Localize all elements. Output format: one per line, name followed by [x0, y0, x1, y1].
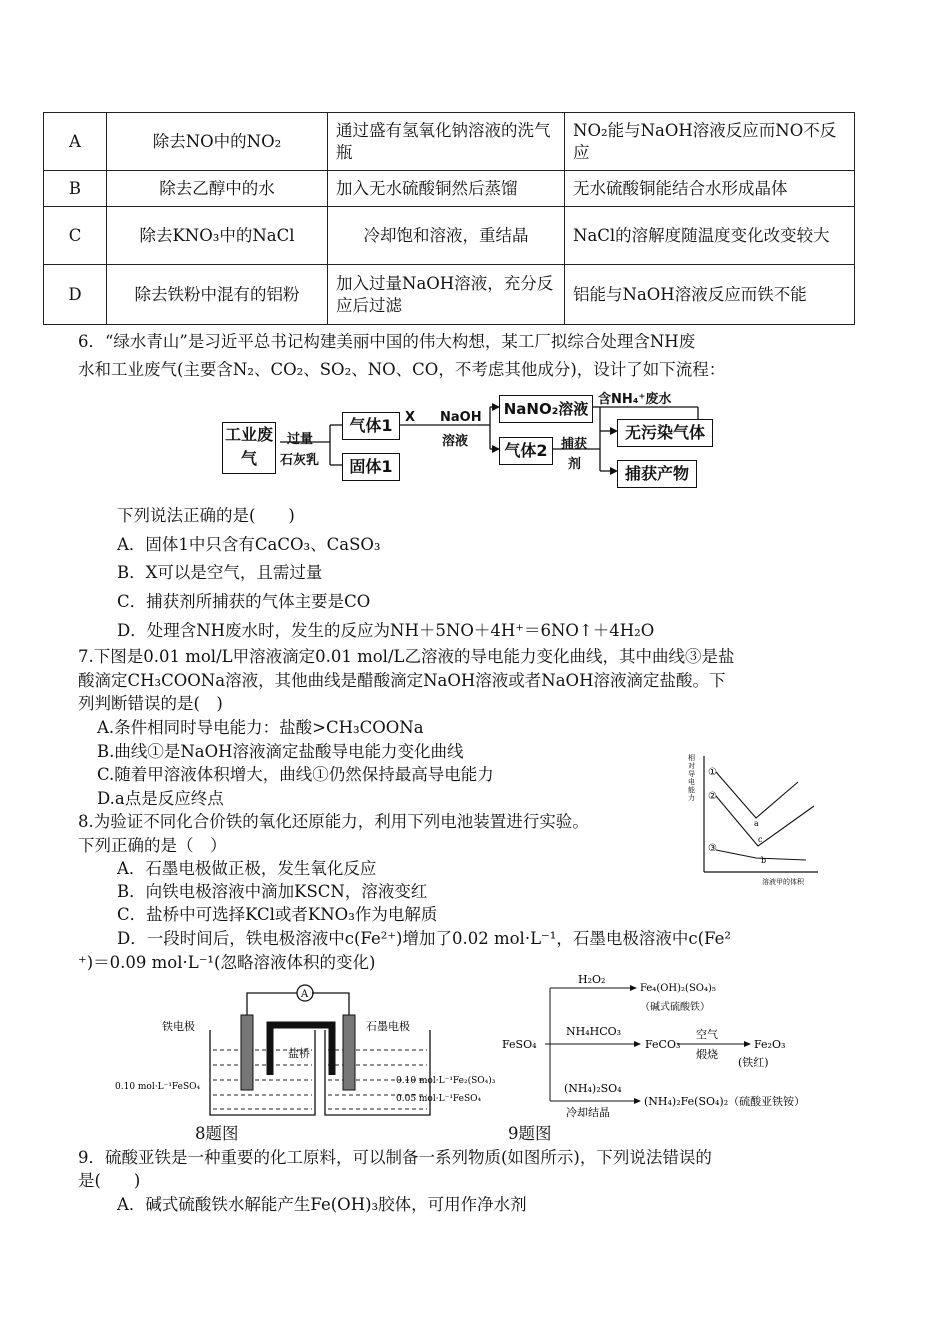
- options-table: [43, 112, 855, 325]
- cool-label: 冷却结晶: [566, 1106, 610, 1119]
- purpose-cell: 除去NO中的NO₂: [107, 113, 328, 171]
- q9-stem-line2: 是( ): [78, 1171, 141, 1190]
- q6-option-d: D．处理含NH废水时，发生的反应为NH＋5NO＋4H⁺＝6NO↑＋4H₂O: [117, 621, 655, 640]
- fe-electrode: [241, 1015, 253, 1090]
- naoh-label: NaOH: [440, 410, 482, 425]
- graphite-label: 石墨电极: [366, 1020, 410, 1033]
- q6-option-c: C．捕获剂所捕获的气体主要是CO: [117, 592, 371, 611]
- curve-2-label: ②: [708, 791, 717, 802]
- y-axis-label-char: 能: [688, 786, 695, 794]
- y-axis-label-char: 导: [688, 770, 695, 778]
- reason-cell: 铝能与NaOH溶液反应而铁不能: [565, 265, 855, 325]
- h2o2-label: H₂O₂: [578, 973, 606, 986]
- y-axis-label: [688, 753, 695, 802]
- option-letter: A: [44, 113, 107, 171]
- q6-stem-line2: 水和工业废气(主要含N₂、CO₂、SO₂、NO、CO，不考虑其他成分)，设计了如下流程：: [78, 360, 726, 379]
- reagent-label: 过量: [287, 432, 314, 447]
- reason-cell: NaCl的溶解度随温度变化改变较大: [565, 207, 855, 265]
- fe-electrode-label: 铁电极: [162, 1020, 195, 1033]
- y-axis-label-char: 相: [688, 754, 695, 762]
- reagent-label: 石灰乳: [280, 453, 320, 468]
- point-a-label: a: [754, 819, 759, 828]
- table-row: [44, 171, 855, 207]
- fe2o3-label: Fe₂O₃: [754, 1038, 786, 1051]
- product-box: 捕获产物: [617, 460, 697, 488]
- q7-option-c: C.随着甲溶液体积增大，曲线①仍然保持最高导电能力: [97, 765, 494, 784]
- calcine-label: 煅烧: [696, 1048, 718, 1061]
- table-row: [44, 113, 855, 171]
- curve-2: [716, 796, 814, 846]
- figure-8-caption: 8题图: [195, 1124, 239, 1143]
- product1-name: （碱式硫酸铁）: [640, 1002, 710, 1013]
- nh4-water-label: 含NH₄⁺废水: [598, 392, 672, 407]
- nh4hco3-label: NH₄HCO₃: [566, 1025, 622, 1038]
- q8-option-b: B．向铁电极溶液中滴加KSCN，溶液变红: [117, 882, 428, 901]
- feso4-label: FeSO₄: [502, 1038, 537, 1051]
- q8-stem-line2: 下列正确的是（ ）: [78, 836, 227, 855]
- naoh-label: 溶液: [442, 434, 469, 449]
- q8-option-c: C．盐桥中可选择KCl或者KNO₃作为电解质: [117, 905, 438, 924]
- q9-stem-line1: 9．硫酸亚铁是一种重要的化工原料，可以制备一系列物质(如图所示)，下列说法错误的: [78, 1148, 712, 1167]
- purpose-cell: 除去铁粉中混有的铝粉: [107, 265, 328, 325]
- clean-gas-box: 无污染气体: [617, 419, 713, 447]
- y-axis-label-char: 对: [688, 762, 695, 770]
- curve-3-label: ③: [708, 843, 717, 854]
- option-letter: B: [44, 171, 107, 207]
- q7-option-b: B.曲线①是NaOH溶液滴定盐酸导电能力变化曲线: [97, 742, 464, 761]
- q8-option-d: D．一段时间后，铁电极溶液中c(Fe²⁺)增加了0.02 mol·L⁻¹，石墨电极溶液中c(Fe²: [117, 929, 731, 948]
- q6-stem-line1: 6．“绿水青山”是习近平总书记构建美丽中国的伟大构想，某工厂拟综合处理含NH废: [78, 332, 696, 351]
- y-axis-label-char: 力: [688, 794, 695, 802]
- solid1-box: 固体1: [342, 453, 400, 481]
- method-cell: 加入无水硫酸铜然后蒸馏: [328, 171, 565, 207]
- fe2o3-name: (铁红): [738, 1056, 769, 1069]
- graphite-electrode: [343, 1015, 355, 1090]
- cell-drawing: [110, 975, 530, 1125]
- table-row: [44, 265, 855, 325]
- left-solution-label: 0.10 mol·L⁻¹FeSO₄: [115, 1082, 201, 1092]
- option-letter: C: [44, 207, 107, 265]
- y-axis-label-char: 电: [688, 778, 695, 786]
- q6-option-b: B．X可以是空气，且需过量: [117, 563, 323, 582]
- point-c-label: c: [758, 835, 763, 844]
- q8-stem-line1: 8.为验证不同化合价铁的氧化还原能力，利用下列电池装置进行实验。: [78, 812, 589, 831]
- feco3-label: FeCO₃: [645, 1038, 681, 1051]
- ammeter: A: [301, 989, 309, 1000]
- method-cell: 加入过量NaOH溶液，充分反应后过滤: [328, 265, 565, 325]
- conductivity-graph: [686, 750, 826, 890]
- q7-stem-line1: 7.下图是0.01 mol/L甲溶液滴定0.01 mol/L乙溶液的导电能力变化曲线，其中曲线③是盐: [78, 647, 735, 666]
- air-label: 空气: [696, 1028, 718, 1041]
- right-solution-label: 0.05 mol·L⁻¹FeSO₄: [396, 1094, 482, 1104]
- table-row: [44, 207, 855, 265]
- q7-stem-line3: 列判断错误的是( ): [78, 694, 223, 713]
- x-axis-label: 溶液甲的体积: [762, 878, 804, 886]
- salt-bridge-label: 盐桥: [288, 1047, 310, 1060]
- method-cell: 通过盛有氢氧化钠溶液的洗气瓶: [328, 113, 565, 171]
- q7-stem-line2: 酸滴定CH₃COONa溶液，其他曲线是醋酸滴定NaOH溶液或者NaOH溶液滴定盐酸。下: [78, 671, 726, 690]
- capture-label: 剂: [568, 457, 582, 472]
- curve-1-label: ①: [708, 767, 717, 778]
- q6-option-a: A．固体1中只含有CaCO₃、CaSO₃: [117, 535, 381, 554]
- x-label: X: [405, 410, 416, 425]
- nano2-box: NaNO₂溶液: [499, 395, 593, 423]
- q8-option-a: A．石墨电极做正极，发生氧化反应: [117, 859, 377, 878]
- q8-option-d-cont: ⁺)＝0.09 mol·L⁻¹(忽略溶液体积的变化): [78, 953, 376, 972]
- option-letter: D: [44, 265, 107, 325]
- feso4-flow: [500, 968, 820, 1120]
- reason-cell: NO₂能与NaOH溶液反应而NO不反应: [565, 113, 855, 171]
- method-cell: 冷却饱和溶液，重结晶: [328, 207, 565, 265]
- purpose-cell: 除去乙醇中的水: [107, 171, 328, 207]
- point-b-label: b: [761, 856, 767, 865]
- gas1-box: 气体1: [342, 412, 400, 440]
- product1-label: Fe₄(OH)₂(SO₄)₅: [640, 983, 716, 994]
- figure-9-caption: 9题图: [508, 1124, 552, 1143]
- q7-option-a: A.条件相同时导电能力：盐酸>CH₃COONa: [97, 718, 424, 737]
- purpose-cell: 除去KNO₃中的NaCl: [107, 207, 328, 265]
- gas2-box: 气体2: [499, 437, 553, 465]
- waste-gas-box: 工业废气: [222, 422, 276, 474]
- nh42so4-label: (NH₄)₂SO₄: [564, 1082, 622, 1095]
- q9-option-a: A．碱式硫酸铁水解能产生Fe(OH)₃胶体，可用作净水剂: [117, 1195, 527, 1214]
- right-solution-label: 0.10 mol·L⁻¹Fe₂(SO₄)₃: [396, 1076, 496, 1086]
- product3-label: (NH₄)₂Fe(SO₄)₂（硫酸亚铁铵）: [644, 1095, 806, 1108]
- capture-label: 捕获: [561, 437, 588, 452]
- reason-cell: 无水硫酸铜能结合水形成晶体: [565, 171, 855, 207]
- q6-question: 下列说法正确的是( ): [117, 506, 295, 525]
- q7-option-d: D.a点是反应终点: [97, 789, 224, 808]
